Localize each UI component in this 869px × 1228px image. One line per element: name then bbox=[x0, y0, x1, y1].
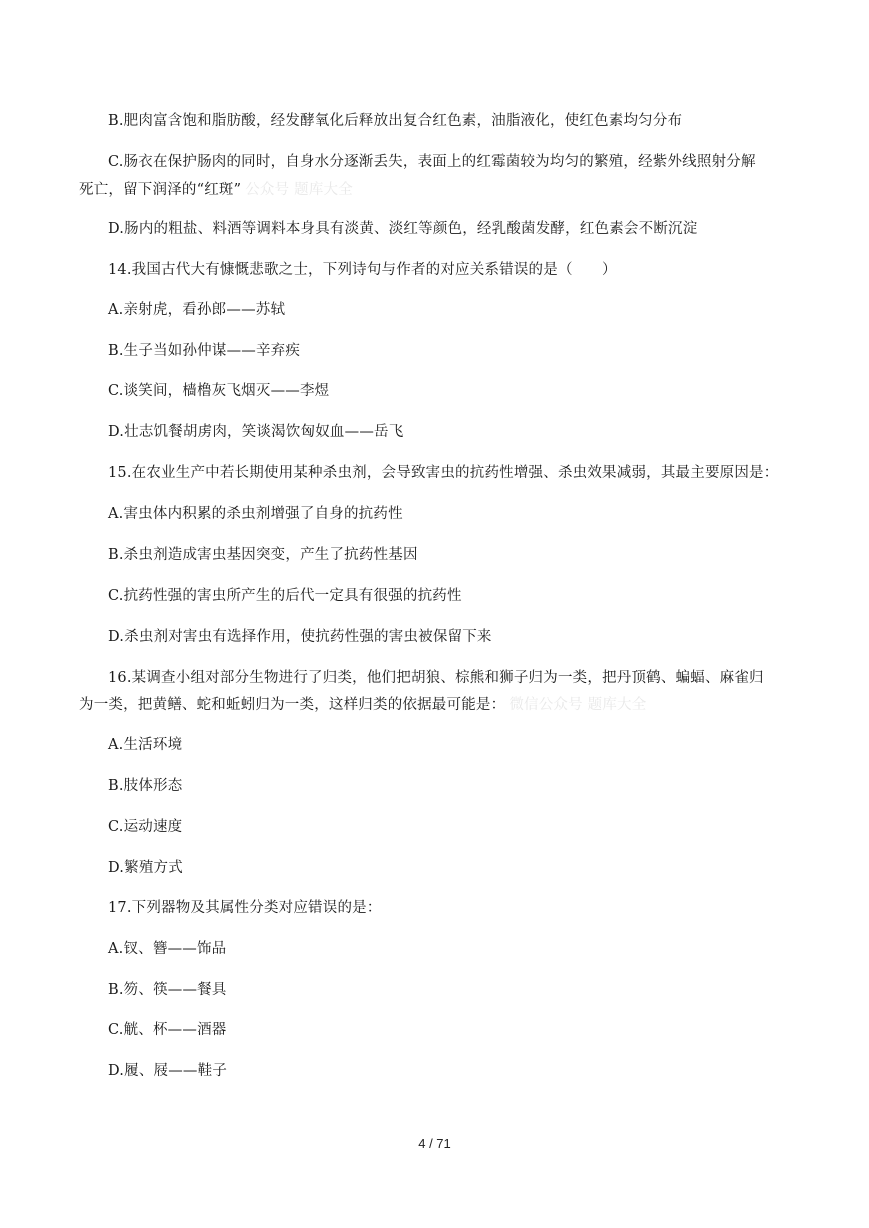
q15-option-c: C.抗药性强的害虫所产生的后代一定具有很强的抗药性 bbox=[108, 588, 462, 604]
q13-option-c-line2 bbox=[79, 180, 779, 200]
q17-option-d: D.履、屐——鞋子 bbox=[108, 1063, 228, 1079]
q15-option-d: D.杀虫剂对害虫有选择作用，使抗药性强的害虫被保留下来 bbox=[108, 629, 492, 645]
q13-option-c-line1: C.肠衣在保护肠肉的同时，自身水分逐渐丢失，表面上的红霉菌较为均匀的繁殖，经紫外线照射分解 bbox=[108, 154, 756, 170]
q17-option-a: A.钗、簪——饰品 bbox=[108, 941, 227, 957]
q16-option-d: D.繁殖方式 bbox=[108, 860, 183, 876]
watermark-text: 公众号 题库大全 bbox=[245, 182, 353, 198]
q15-stem: 15.在农业生产中若长期使用某种杀虫剂，会导致害虫的抗药性增强、杀虫效果减弱，其最主要原因是： bbox=[108, 465, 779, 481]
q16-stem-line2-text: 为一类，把黄鳝、蛇和蚯蚓归为一类，这样归类的依据最可能是： bbox=[79, 697, 506, 713]
q16-stem-line1: 16.某调查小组对部分生物进行了归类，他们把胡狼、棕熊和狮子归为一类，把丹顶鹤、蝙蝠、麻雀归 bbox=[108, 670, 764, 686]
q13-option-d: D.肠内的粗盐、料酒等调料本身具有淡黄、淡红等颜色，经乳酸菌发酵，红色素会不断沉淀 bbox=[108, 221, 698, 237]
q17-option-c: C.觥、杯——酒器 bbox=[108, 1022, 227, 1038]
q14-stem: 14.我国古代大有慷慨悲歌之士，下列诗句与作者的对应关系错误的是（ ） bbox=[108, 262, 617, 278]
q15-option-a: A.害虫体内积累的杀虫剂增强了自身的抗药性 bbox=[108, 506, 403, 522]
q15-option-b: B.杀虫剂造成害虫基因突变，产生了抗药性基因 bbox=[108, 547, 418, 563]
watermark-text: 微信公众号 题库大全 bbox=[509, 697, 647, 713]
q17-option-b: B.笏、筷——餐具 bbox=[108, 982, 227, 998]
q16-option-a: A.生活环境 bbox=[108, 737, 183, 753]
q14-option-d: D.壮志饥餐胡虏肉，笑谈渴饮匈奴血——岳飞 bbox=[108, 424, 404, 440]
q13-option-b: B.肥肉富含饱和脂肪酸，经发酵氧化后释放出复合红色素，油脂液化，使红色素均匀分布 bbox=[108, 113, 683, 129]
q17-stem: 17.下列器物及其属性分类对应错误的是： bbox=[108, 900, 382, 916]
q14-option-c: C.谈笑间，樯橹灰飞烟灭——李煜 bbox=[108, 383, 330, 399]
q14-option-a: A.亲射虎，看孙郎——苏轼 bbox=[108, 302, 286, 318]
q16-option-b: B.肢体形态 bbox=[108, 778, 183, 794]
q16-stem-line2 bbox=[79, 695, 779, 715]
page-number: 4 / 71 bbox=[418, 1136, 451, 1151]
q13-option-c-line2-text: 死亡，留下润泽的“红斑” bbox=[79, 182, 242, 198]
q16-option-c: C.运动速度 bbox=[108, 819, 183, 835]
q14-option-b: B.生子当如孙仲谋——辛弃疾 bbox=[108, 343, 301, 359]
